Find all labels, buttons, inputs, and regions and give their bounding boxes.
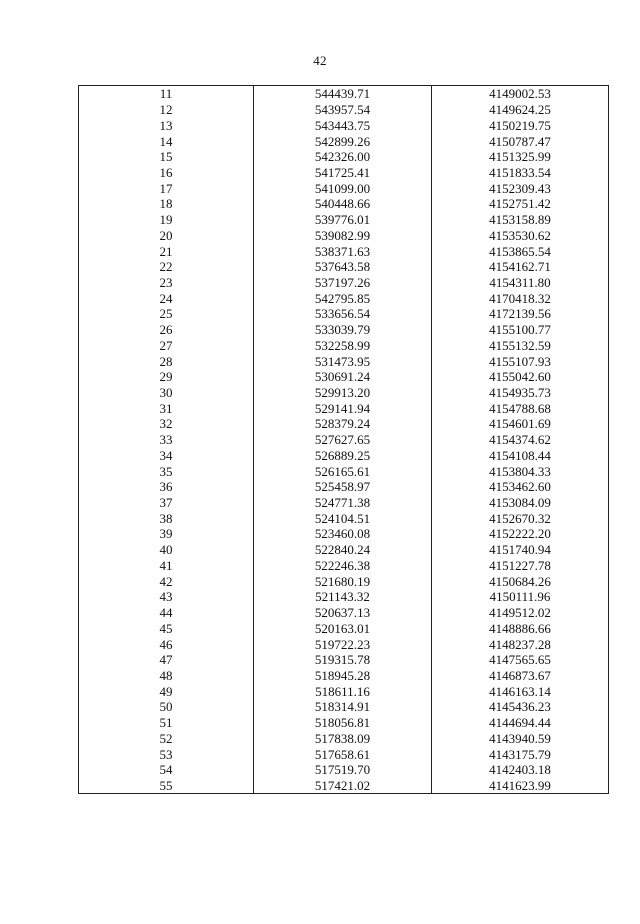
point-number-cell: 46 xyxy=(79,636,254,652)
x-coordinate-cell: 538371.63 xyxy=(254,243,432,259)
y-coordinate-cell: 4143175.79 xyxy=(432,746,609,762)
y-coordinate-cell: 4152670.32 xyxy=(432,510,609,526)
x-coordinate-cell: 520637.13 xyxy=(254,605,432,621)
x-coordinate-cell: 539776.01 xyxy=(254,212,432,228)
y-coordinate-cell: 4153804.33 xyxy=(432,463,609,479)
x-coordinate-cell: 518611.16 xyxy=(254,683,432,699)
y-coordinate-cell: 4149002.53 xyxy=(432,86,609,102)
y-coordinate-cell: 4141623.99 xyxy=(432,778,609,794)
point-number-cell: 39 xyxy=(79,526,254,542)
table-row xyxy=(79,636,609,652)
x-coordinate-cell: 527627.65 xyxy=(254,432,432,448)
point-number-cell: 18 xyxy=(79,196,254,212)
y-coordinate-cell: 4152751.42 xyxy=(432,196,609,212)
point-number-cell: 28 xyxy=(79,353,254,369)
y-coordinate-cell: 4155100.77 xyxy=(432,322,609,338)
y-coordinate-cell: 4153158.89 xyxy=(432,212,609,228)
y-coordinate-cell: 4153530.62 xyxy=(432,227,609,243)
y-coordinate-cell: 4148886.66 xyxy=(432,620,609,636)
point-number-cell: 32 xyxy=(79,416,254,432)
page-number: 42 xyxy=(313,53,327,68)
point-number-cell: 51 xyxy=(79,715,254,731)
x-coordinate-cell: 517838.09 xyxy=(254,730,432,746)
y-coordinate-cell: 4170418.32 xyxy=(432,290,609,306)
point-number-cell: 36 xyxy=(79,479,254,495)
y-coordinate-cell: 4154935.73 xyxy=(432,385,609,401)
table-row xyxy=(79,322,609,338)
table-row xyxy=(79,463,609,479)
x-coordinate-cell: 529141.94 xyxy=(254,400,432,416)
table-row xyxy=(79,715,609,731)
table-row xyxy=(79,243,609,259)
point-number-cell: 45 xyxy=(79,620,254,636)
x-coordinate-cell: 524771.38 xyxy=(254,495,432,511)
y-coordinate-cell: 4145436.23 xyxy=(432,699,609,715)
table-row xyxy=(79,652,609,668)
y-coordinate-cell: 4154601.69 xyxy=(432,416,609,432)
y-coordinate-cell: 4149624.25 xyxy=(432,102,609,118)
y-coordinate-cell: 4154374.62 xyxy=(432,432,609,448)
table-row xyxy=(79,479,609,495)
point-number-cell: 24 xyxy=(79,290,254,306)
point-number-cell: 50 xyxy=(79,699,254,715)
point-number-cell: 27 xyxy=(79,338,254,354)
point-number-cell: 31 xyxy=(79,400,254,416)
table-row xyxy=(79,102,609,118)
y-coordinate-cell: 4143940.59 xyxy=(432,730,609,746)
table-row xyxy=(79,180,609,196)
x-coordinate-cell: 537197.26 xyxy=(254,275,432,291)
x-coordinate-cell: 526889.25 xyxy=(254,448,432,464)
table-row xyxy=(79,86,609,102)
x-coordinate-cell: 520163.01 xyxy=(254,620,432,636)
x-coordinate-cell: 522840.24 xyxy=(254,542,432,558)
y-coordinate-cell: 4146873.67 xyxy=(432,668,609,684)
x-coordinate-cell: 541725.41 xyxy=(254,165,432,181)
table-row xyxy=(79,542,609,558)
coordinates-table xyxy=(78,85,609,794)
x-coordinate-cell: 533656.54 xyxy=(254,306,432,322)
x-coordinate-cell: 518945.28 xyxy=(254,668,432,684)
x-coordinate-cell: 530691.24 xyxy=(254,369,432,385)
x-coordinate-cell: 517658.61 xyxy=(254,746,432,762)
table-row xyxy=(79,730,609,746)
y-coordinate-cell: 4147565.65 xyxy=(432,652,609,668)
table-row xyxy=(79,668,609,684)
x-coordinate-cell: 531473.95 xyxy=(254,353,432,369)
table-row xyxy=(79,306,609,322)
table-row xyxy=(79,369,609,385)
table-row xyxy=(79,526,609,542)
x-coordinate-cell: 533039.79 xyxy=(254,322,432,338)
table-row xyxy=(79,589,609,605)
table-row xyxy=(79,338,609,354)
point-number-cell: 23 xyxy=(79,275,254,291)
point-number-cell: 30 xyxy=(79,385,254,401)
table-row xyxy=(79,400,609,416)
table-row xyxy=(79,510,609,526)
x-coordinate-cell: 526165.61 xyxy=(254,463,432,479)
y-coordinate-cell: 4142403.18 xyxy=(432,762,609,778)
x-coordinate-cell: 522246.38 xyxy=(254,558,432,574)
y-coordinate-cell: 4153462.60 xyxy=(432,479,609,495)
table-row xyxy=(79,290,609,306)
y-coordinate-cell: 4151740.94 xyxy=(432,542,609,558)
table-row xyxy=(79,683,609,699)
y-coordinate-cell: 4155132.59 xyxy=(432,338,609,354)
point-number-cell: 40 xyxy=(79,542,254,558)
coordinates-table-body xyxy=(79,86,609,794)
x-coordinate-cell: 528379.24 xyxy=(254,416,432,432)
table-row xyxy=(79,448,609,464)
table-row xyxy=(79,117,609,133)
y-coordinate-cell: 4155042.60 xyxy=(432,369,609,385)
point-number-cell: 47 xyxy=(79,652,254,668)
y-coordinate-cell: 4150787.47 xyxy=(432,133,609,149)
y-coordinate-cell: 4148237.28 xyxy=(432,636,609,652)
table-row xyxy=(79,762,609,778)
x-coordinate-cell: 542899.26 xyxy=(254,133,432,149)
table-row xyxy=(79,212,609,228)
table-row xyxy=(79,432,609,448)
table-row xyxy=(79,558,609,574)
y-coordinate-cell: 4146163.14 xyxy=(432,683,609,699)
y-coordinate-cell: 4144694.44 xyxy=(432,715,609,731)
point-number-cell: 11 xyxy=(79,86,254,102)
table-row xyxy=(79,605,609,621)
point-number-cell: 35 xyxy=(79,463,254,479)
x-coordinate-cell: 517421.02 xyxy=(254,778,432,794)
point-number-cell: 37 xyxy=(79,495,254,511)
point-number-cell: 54 xyxy=(79,762,254,778)
table-row xyxy=(79,620,609,636)
point-number-cell: 41 xyxy=(79,558,254,574)
x-coordinate-cell: 521143.32 xyxy=(254,589,432,605)
y-coordinate-cell: 4150219.75 xyxy=(432,117,609,133)
table-row xyxy=(79,196,609,212)
x-coordinate-cell: 519722.23 xyxy=(254,636,432,652)
x-coordinate-cell: 544439.71 xyxy=(254,86,432,102)
x-coordinate-cell: 543443.75 xyxy=(254,117,432,133)
x-coordinate-cell: 518056.81 xyxy=(254,715,432,731)
table-row xyxy=(79,149,609,165)
point-number-cell: 26 xyxy=(79,322,254,338)
point-number-cell: 38 xyxy=(79,510,254,526)
table-row xyxy=(79,495,609,511)
point-number-cell: 34 xyxy=(79,448,254,464)
y-coordinate-cell: 4153084.09 xyxy=(432,495,609,511)
x-coordinate-cell: 523460.08 xyxy=(254,526,432,542)
point-number-cell: 17 xyxy=(79,180,254,196)
point-number-cell: 55 xyxy=(79,778,254,794)
x-coordinate-cell: 543957.54 xyxy=(254,102,432,118)
y-coordinate-cell: 4153865.54 xyxy=(432,243,609,259)
x-coordinate-cell: 518314.91 xyxy=(254,699,432,715)
point-number-cell: 12 xyxy=(79,102,254,118)
point-number-cell: 43 xyxy=(79,589,254,605)
point-number-cell: 29 xyxy=(79,369,254,385)
table-row xyxy=(79,227,609,243)
point-number-cell: 44 xyxy=(79,605,254,621)
table-row xyxy=(79,353,609,369)
x-coordinate-cell: 542795.85 xyxy=(254,290,432,306)
table-row xyxy=(79,385,609,401)
y-coordinate-cell: 4150111.96 xyxy=(432,589,609,605)
x-coordinate-cell: 525458.97 xyxy=(254,479,432,495)
point-number-cell: 22 xyxy=(79,259,254,275)
x-coordinate-cell: 517519.70 xyxy=(254,762,432,778)
y-coordinate-cell: 4154162.71 xyxy=(432,259,609,275)
point-number-cell: 19 xyxy=(79,212,254,228)
x-coordinate-cell: 521680.19 xyxy=(254,573,432,589)
y-coordinate-cell: 4152222.20 xyxy=(432,526,609,542)
point-number-cell: 53 xyxy=(79,746,254,762)
table-row xyxy=(79,133,609,149)
y-coordinate-cell: 4149512.02 xyxy=(432,605,609,621)
point-number-cell: 14 xyxy=(79,133,254,149)
table-row xyxy=(79,416,609,432)
point-number-cell: 15 xyxy=(79,149,254,165)
point-number-cell: 25 xyxy=(79,306,254,322)
point-number-cell: 13 xyxy=(79,117,254,133)
table-row xyxy=(79,746,609,762)
y-coordinate-cell: 4151833.54 xyxy=(432,165,609,181)
x-coordinate-cell: 541099.00 xyxy=(254,180,432,196)
y-coordinate-cell: 4154108.44 xyxy=(432,448,609,464)
x-coordinate-cell: 524104.51 xyxy=(254,510,432,526)
x-coordinate-cell: 532258.99 xyxy=(254,338,432,354)
y-coordinate-cell: 4172139.56 xyxy=(432,306,609,322)
x-coordinate-cell: 540448.66 xyxy=(254,196,432,212)
table-row xyxy=(79,165,609,181)
point-number-cell: 48 xyxy=(79,668,254,684)
point-number-cell: 42 xyxy=(79,573,254,589)
x-coordinate-cell: 519315.78 xyxy=(254,652,432,668)
point-number-cell: 21 xyxy=(79,243,254,259)
point-number-cell: 52 xyxy=(79,730,254,746)
point-number-cell: 33 xyxy=(79,432,254,448)
table-row xyxy=(79,573,609,589)
y-coordinate-cell: 4150684.26 xyxy=(432,573,609,589)
y-coordinate-cell: 4154788.68 xyxy=(432,400,609,416)
y-coordinate-cell: 4151325.99 xyxy=(432,149,609,165)
point-number-cell: 20 xyxy=(79,227,254,243)
table-row xyxy=(79,699,609,715)
y-coordinate-cell: 4151227.78 xyxy=(432,558,609,574)
table-row xyxy=(79,778,609,794)
table-row xyxy=(79,259,609,275)
point-number-cell: 49 xyxy=(79,683,254,699)
x-coordinate-cell: 537643.58 xyxy=(254,259,432,275)
x-coordinate-cell: 539082.99 xyxy=(254,227,432,243)
y-coordinate-cell: 4155107.93 xyxy=(432,353,609,369)
x-coordinate-cell: 529913.20 xyxy=(254,385,432,401)
point-number-cell: 16 xyxy=(79,165,254,181)
x-coordinate-cell: 542326.00 xyxy=(254,149,432,165)
table-row xyxy=(79,275,609,291)
y-coordinate-cell: 4154311.80 xyxy=(432,275,609,291)
y-coordinate-cell: 4152309.43 xyxy=(432,180,609,196)
